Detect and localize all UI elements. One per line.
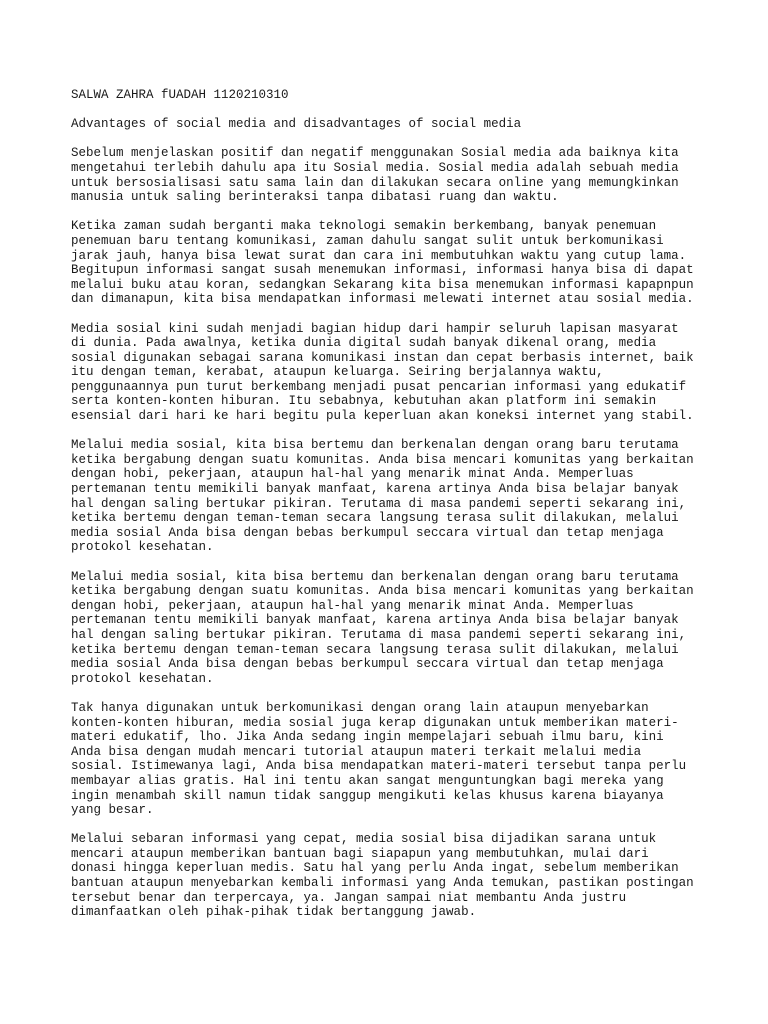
paragraph-line: sosial. Istimewanya lagi, Anda bisa mendapatkan materi-materi tersebut tanpa perlu — [71, 759, 687, 774]
paragraph-line: melalui buku atau koran, sedangkan Sekarang kita bisa menemukan informasi kapapnpun — [71, 277, 694, 292]
paragraph-line: ingin menambah skill namun tidak sanggup mengikuti kelas khusus karena biayanya — [71, 788, 664, 803]
paragraph — [71, 570, 711, 687]
paragraph-line: konten-konten hiburan, media sosial juga kerap digunakan untuk memberikan materi- — [71, 715, 679, 730]
paragraph-line: jarak jauh, hanya bisa lewat surat dan cara ini membutuhkan waktu yang cutup lama. — [71, 248, 687, 263]
paragraph-line: hal dengan saling bertukar pikiran. Terutama di masa pandemi seperti sekarang ini, — [71, 627, 687, 642]
paragraph-line: mengetahui terlebih dahulu apa itu Sosial media. Sosial media adalah sebuah media — [71, 160, 679, 175]
paragraph — [71, 832, 711, 920]
paragraph-line: dimanfaatkan oleh pihak-pihak tidak bertanggung jawab. — [71, 905, 477, 920]
paragraph-line: ketika bergabung dengan suatu komunitas. Anda bisa mencari komunitas yang berkaitan — [71, 584, 694, 599]
paragraph-line: ketika bergabung dengan suatu komunitas. Anda bisa mencari komunitas yang berkaitan — [71, 452, 694, 467]
paragraph-line: yang besar. — [71, 803, 154, 818]
paragraph-line: Ketika zaman sudah berganti maka teknologi semakin berkembang, banyak penemuan — [71, 219, 657, 234]
spacer — [71, 686, 711, 701]
paragraph-line: Melalui media sosial, kita bisa bertemu dan berkenalan dengan orang baru terutama — [71, 569, 679, 584]
paragraph-line: pertemanan tentu memikili banyak manfaat, karena artinya Anda bisa belajar banyak — [71, 482, 679, 497]
spacer — [71, 555, 711, 570]
spacer — [71, 132, 711, 147]
document-body — [71, 88, 711, 920]
paragraph-line: serta konten-konten hiburan. Itu sebabnya, kebutuhan akan platform ini semakin — [71, 394, 657, 409]
paragraph-line: Begitupun informasi sangat susah menemukan informasi, informasi hanya bisa di dapat — [71, 263, 694, 278]
spacer — [71, 103, 711, 118]
paragraph-line: ketika bertemu dengan teman-teman secara langsung terasa sulit dilakukan, melalui — [71, 642, 679, 657]
paragraph-line: Media sosial kini sudah menjadi bagian hidup dari hampir seluruh lapisan masyarat — [71, 321, 679, 336]
paragraph-line: dan dimanapun, kita bisa mendapatkan informasi melewati internet atau sosial media. — [71, 292, 694, 307]
paragraph-line: Melalui sebaran informasi yang cepat, media sosial bisa dijadikan sarana untuk — [71, 832, 657, 847]
paragraph-line: di dunia. Pada awalnya, ketika dunia digital sudah banyak dikenal orang, media — [71, 336, 657, 351]
paragraph — [71, 322, 711, 424]
paragraph-line: penemuan baru tentang komunikasi, zaman dahulu sangat sulit untuk berkomunikasi — [71, 233, 664, 248]
spacer — [71, 307, 711, 322]
paragraph-line: esensial dari hari ke hari begitu pula keperluan akan koneksi internet yang stabil. — [71, 409, 694, 424]
paragraph — [71, 146, 711, 204]
paragraph-line: hal dengan saling bertukar pikiran. Terutama di masa pandemi seperti sekarang ini, — [71, 496, 687, 511]
author-line: SALWA ZAHRA fUADAH 1120210310 — [71, 88, 289, 102]
paragraph-line: mencari ataupun memberikan bantuan bagi siapapun yang membutuhkan, mulai dari — [71, 846, 649, 861]
paragraph-line: Melalui media sosial, kita bisa bertemu dan berkenalan dengan orang baru terutama — [71, 438, 679, 453]
paragraph-line: Tak hanya digunakan untuk berkomunikasi dengan orang lain ataupun menyebarkan — [71, 700, 649, 715]
document-title: Advantages of social media and disadvantages of social media — [71, 117, 522, 132]
paragraph-line: itu dengan teman, kerabat, ataupun keluarga. Seiring berjalannya waktu, — [71, 365, 604, 380]
spacer — [71, 818, 711, 833]
paragraph — [71, 701, 711, 818]
paragraph — [71, 438, 711, 555]
paragraph-line: donasi hingga keperluan medis. Satu hal yang perlu Anda ingat, sebelum memberikan — [71, 861, 679, 876]
paragraph-line: Sebelum menjelaskan positif dan negatif menggunakan Sosial media ada baiknya kita — [71, 146, 679, 161]
paragraph-line: media sosial Anda bisa dengan bebas berkumpul seccara virtual dan tetap menjaga — [71, 525, 664, 540]
paragraph-line: dengan hobi, pekerjaan, ataupun hal-hal yang menarik minat Anda. Memperluas — [71, 467, 634, 482]
paragraph-line: media sosial Anda bisa dengan bebas berkumpul seccara virtual dan tetap menjaga — [71, 657, 664, 672]
paragraph-line: membayar alias gratis. Hal ini tentu akan sangat menguntungkan bagi mereka yang — [71, 773, 664, 788]
paragraphs-container — [71, 146, 711, 919]
paragraph-line: Anda bisa dengan mudah mencari tutorial ataupun materi terkait melalui media — [71, 744, 642, 759]
paragraph-line: protokol kesehatan. — [71, 540, 214, 555]
paragraph-line: penggunaannya pun turut berkembang menjadi pusat pencarian informasi yang edukatif — [71, 379, 687, 394]
paragraph-line: tersebut benar dan terpercaya, ya. Jangan sampai niat membantu Anda justru — [71, 890, 627, 905]
paragraph-line: pertemanan tentu memikili banyak manfaat, karena artinya Anda bisa belajar banyak — [71, 613, 679, 628]
paragraph-line: bantuan ataupun menyebarkan kembali informasi yang Anda temukan, pastikan postingan — [71, 876, 694, 891]
paragraph-line: materi edukatif, lho. Jika Anda sedang ingin mempelajari sebuah ilmu baru, kini — [71, 730, 664, 745]
paragraph-line: sosial digunakan sebagai sarana komunikasi instan dan cepat berbasis internet, baik — [71, 350, 694, 365]
spacer — [71, 424, 711, 439]
paragraph-line: untuk bersosialisasi satu sama lain dan dilakukan secara online yang memungkinkan — [71, 175, 679, 190]
paragraph-line: ketika bertemu dengan teman-teman secara langsung terasa sulit dilakukan, melalui — [71, 511, 679, 526]
paragraph-line: manusia untuk saling berinteraksi tanpa dibatasi ruang dan waktu. — [71, 190, 559, 205]
paragraph — [71, 219, 711, 307]
paragraph-line: protokol kesehatan. — [71, 671, 214, 686]
spacer — [71, 205, 711, 220]
paragraph-line: dengan hobi, pekerjaan, ataupun hal-hal yang menarik minat Anda. Memperluas — [71, 598, 634, 613]
